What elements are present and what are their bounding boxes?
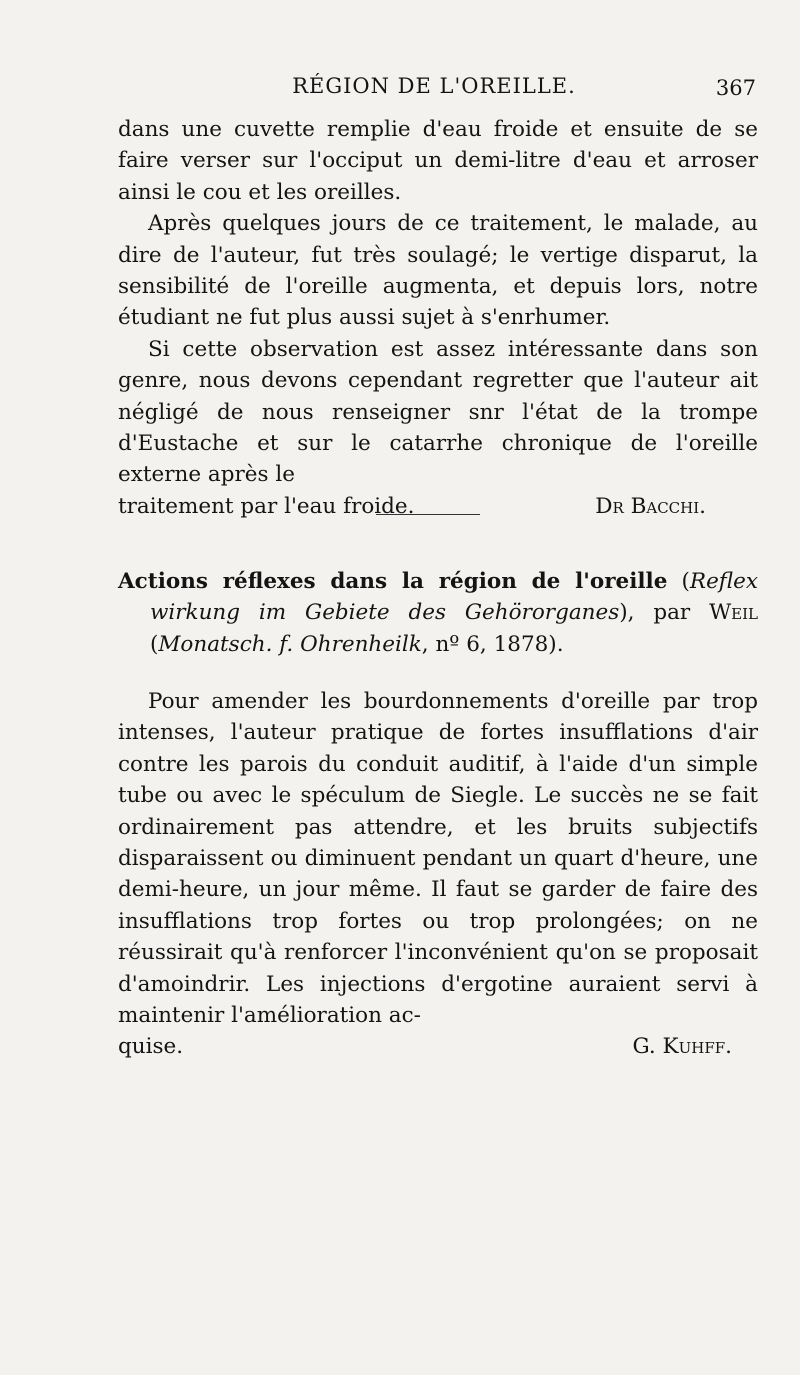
article-bacchi [118, 114, 758, 522]
paren: ( [150, 631, 159, 657]
paragraph: Si cette observation est assez intéressante dans son genre, nous devons cependant regretter que l'auteur ait négligé de nous renseigner snr l'état de la trompe d'Eustache et sur le catarrhe chronique de l'oreille externe après le [118, 336, 758, 488]
article-title: Actions réflexes dans la région de l'oreille [118, 569, 668, 594]
paragraph: dans une cuvette remplie d'eau froide et ensuite de se faire verser sur l'occiput un demi-litre d'eau et arroser ainsi le cou et les oreilles. [118, 117, 758, 205]
section-divider [376, 514, 480, 515]
closing-text: traitement par l'eau froide. [118, 493, 415, 519]
running-title: RÉGION DE L'OREILLE. [292, 74, 576, 98]
page-header [112, 74, 756, 104]
german-title: Reflex wirkung im Gebiete des Gehörorganes [150, 569, 758, 626]
article-author: Weil [709, 600, 758, 626]
page-number: 367 [715, 76, 756, 100]
author-signature: G. Kuhff. [632, 1034, 732, 1060]
journal-name: Monatsch. f. Ohrenheilk [158, 631, 422, 657]
author-signature: Dr Bacchi. [595, 493, 706, 519]
article-weil [118, 686, 758, 1063]
closing-line [118, 1031, 758, 1062]
paragraph: Pour amender les bourdonnements d'oreille par trop intenses, l'auteur pratique de fortes insufflations d'air contre les parois du conduit auditif, à l'aide d'un simple tube ou avec le spéculum de Siegle. Le succès ne se fait ordinairement pas attendre, et les bruits subjectifs disparaissent ou diminuent pendant un quart d'heure, une demi-heure, un jour même. Il faut se garder de faire des insufflations trop fortes ou trop prolongées; on ne réussirait qu'à renforcer l'inconvénient qu'on se proposait d'amoindrir. Les injections d'ergotine auraient servi à maintenir l'amélioration ac- [118, 689, 758, 1029]
paren-par: ), par [619, 600, 710, 626]
journal-issue: , nº 6, 1878). [421, 631, 564, 657]
closing-line [118, 491, 758, 522]
article-heading [118, 566, 758, 660]
paragraph: Après quelques jours de ce traitement, le malade, au dire de l'auteur, fut très soulagé; le vertige disparut, la sensibilité de l'oreille augmenta, et depuis lors, notre étudiant ne fut plus aussi sujet à s'enrhumer. [118, 211, 758, 331]
closing-text: quise. [118, 1034, 184, 1060]
paren: ( [667, 569, 690, 594]
